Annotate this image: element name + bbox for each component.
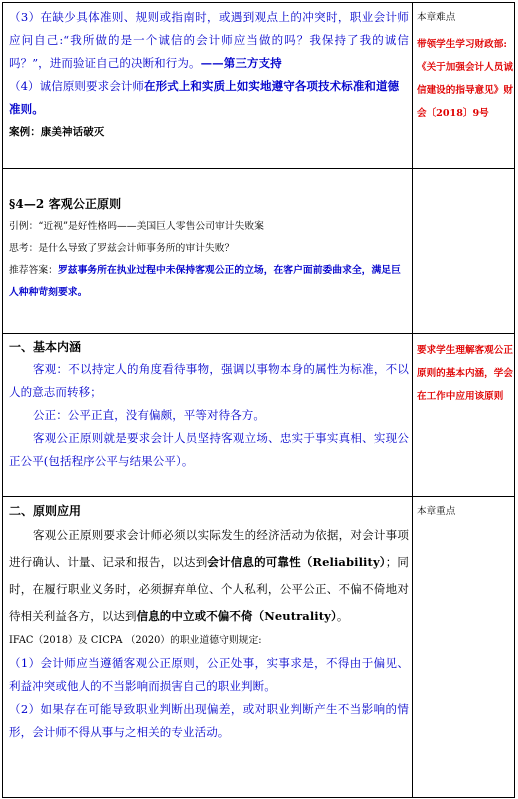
key-point-label: 本章重点 <box>417 506 456 517</box>
paragraph-4-emphasis: 在形式上和实质上如实地遵守各项技术标准和道德准则。 <box>9 79 400 116</box>
row-divider-2 <box>3 333 514 334</box>
paragraph-3 <box>9 6 409 75</box>
row2-main-cell <box>9 193 409 304</box>
objective-definition: 客观：不以持定人的角度看待事物，强调以事物本身的属性为标准，不以人的意志而转移； <box>9 362 409 399</box>
application-text-2: ；同时，在履行职业义务时，必须摒弃单位、个人私利，公平公正、不偏不倚地对待相关利益各方，以达到 <box>9 555 409 623</box>
paragraph-3-text: （3）在缺少具体准则、规则或指南时，或遇到观点上的冲突时，职业会计师应问自己:“我所做的是一个诚信的会计师应当做的吗？我保持了我的诚信吗？”，进而验证自己的决断和行为。 <box>9 10 409 70</box>
row-divider-3 <box>3 496 514 497</box>
ifac-rule-intro: IFAC（2018）及 CICPA （2020）的职业道德守则规定: <box>9 635 262 646</box>
section-title: §4—2 客观公正原则 <box>9 197 122 211</box>
think-question: 思考：是什么导致了罗兹会计师事务所的审计失败？ <box>9 243 235 254</box>
case-title: 案例：康美神话破灭 <box>9 126 105 138</box>
paragraph-4-text: （4）诚信原则要求会计师 <box>9 79 145 93</box>
row1-side-cell <box>417 8 513 125</box>
principle-definition: 客观公正原则就是要求会计人员坚持客观立场、忠实于事实真相、实现公正公平(包括程序公平与结果公平）。 <box>9 431 409 468</box>
row-divider-1 <box>3 168 514 169</box>
application-text-1: 客观公正原则要求会计师必须以实际发生的经济活动为依据，对会计事项进行确认、计量、记录和报告，以达到 <box>9 528 409 569</box>
rule-1: （1）会计师应当遵循客观公正原则，公正处事，实事求是，不得由于偏见、利益冲突或他人的不当影响而损害自己的职业判断。 <box>9 656 409 693</box>
heading-basic-meaning: 一、基本内涵 <box>9 340 82 354</box>
row4-main-cell <box>9 500 409 744</box>
rule-2: （2）如果存在可能导致职业判断出现偏差，或对职业判断产生不当影响的情形，会计师不得从事与之相关的专业活动。 <box>9 702 409 739</box>
reliability-term: 会计信息的可靠性（Reliability） <box>207 555 386 569</box>
fair-definition: 公正：公平正直，没有偏颇，平等对待各方。 <box>33 408 265 422</box>
application-paragraph <box>9 522 409 630</box>
row4-side-cell <box>417 502 513 522</box>
answer-label: 推荐答案： <box>9 265 58 276</box>
table-frame <box>2 2 515 798</box>
paragraph-4 <box>9 75 409 121</box>
difficulty-label: 本章难点 <box>417 12 456 23</box>
application-text-3: 。 <box>336 609 349 623</box>
recommended-answer <box>9 260 409 304</box>
lead-case: 引例：“近视”是好性格吗——美国巨人零售公司审计失败案 <box>9 221 264 232</box>
column-divider <box>412 3 413 797</box>
learning-goal-note: 要求学生理解客观公正原则的基本内涵，学会在工作中应用该原则 <box>417 345 513 402</box>
row3-main-cell <box>9 336 409 473</box>
row3-side-cell <box>417 339 513 408</box>
row1-main-cell <box>9 6 409 144</box>
difficulty-note: 带领学生学习财政部:《关于加强会计人员诚信建设的指导意见》财会〔2018〕9号 <box>417 39 513 119</box>
neutrality-term: 信息的中立或不偏不倚（Neutrality） <box>136 609 337 623</box>
answer-text: 罗兹事务所在执业过程中未保持客观公正的立场，在客户面前委曲求全，满足巨人种种苛刻要求。 <box>9 265 401 298</box>
third-party-support: ——第三方支持 <box>200 56 282 70</box>
heading-application: 二、原则应用 <box>9 504 82 518</box>
